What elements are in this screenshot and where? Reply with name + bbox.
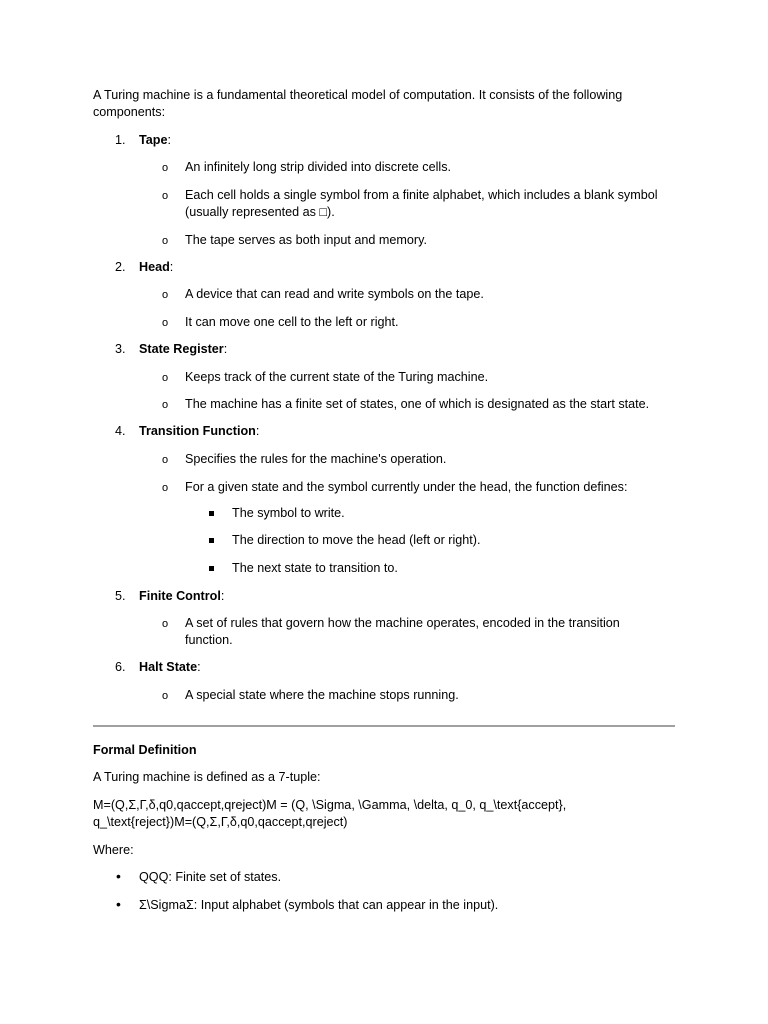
horizontal-rule [93, 725, 675, 727]
square-bullet [209, 538, 214, 543]
sub-item: Specifies the rules for the machine's operation. [185, 452, 447, 466]
tuple-line-2: q_\text{reject})M=(Q,Σ,Γ,δ,q0,qaccept,qreject) [93, 815, 348, 829]
list-title: State Register: [139, 342, 228, 356]
square-bullet [209, 566, 214, 571]
circle-bullet: o [162, 454, 169, 466]
sub-item: A special state where the machine stops running. [185, 688, 459, 702]
intro-line-1: A Turing machine is a fundamental theoretical model of computation. It consists of the following [93, 88, 623, 102]
sub-item: The tape serves as both input and memory. [185, 233, 427, 247]
sub-item: A set of rules that govern how the machine operates, encoded in the transition [185, 616, 620, 630]
list-title: Tape: [139, 133, 171, 147]
circle-bullet: o [162, 289, 169, 301]
section-heading: Formal Definition [93, 743, 197, 757]
sub-item: Each cell holds a single symbol from a finite alphabet, which includes a blank symbol [185, 188, 658, 202]
sub-item: An infinitely long strip divided into discrete cells. [185, 160, 451, 174]
sub-item-continued: (usually represented as □). [185, 205, 335, 219]
sub-sub-item: The next state to transition to. [232, 561, 398, 575]
bullet-dot: • [116, 868, 121, 884]
circle-bullet: o [162, 162, 169, 174]
sub-sub-item: The symbol to write. [232, 506, 345, 520]
sub-item: Keeps track of the current state of the Turing machine. [185, 370, 489, 384]
sub-sub-item: The direction to move the head (left or right). [232, 533, 481, 547]
sub-item: The machine has a finite set of states, one of which is designated as the start state. [185, 397, 650, 411]
bullet-item: QQQ: Finite set of states. [139, 870, 282, 884]
sub-item: It can move one cell to the left or right. [185, 315, 399, 329]
circle-bullet: o [162, 399, 169, 411]
square-bullet [209, 511, 214, 516]
sub-item: For a given state and the symbol currently under the head, the function defines: [185, 480, 628, 494]
list-title: Finite Control: [139, 589, 225, 603]
circle-bullet: o [162, 372, 169, 384]
circle-bullet: o [162, 482, 169, 494]
sub-item-continued: function. [185, 633, 233, 647]
circle-bullet: o [162, 690, 169, 702]
list-number: 5. [115, 589, 126, 603]
list-number: 4. [115, 424, 126, 438]
bullet-dot: • [116, 896, 121, 912]
sub-item: A device that can read and write symbols on the tape. [185, 287, 484, 301]
intro-line-2: components: [93, 105, 166, 119]
list-number: 1. [115, 133, 126, 147]
list-number: 2. [115, 260, 126, 274]
bullet-item: Σ\SigmaΣ: Input alphabet (symbols that can appear in the input). [139, 898, 499, 912]
list-number: 3. [115, 342, 126, 356]
circle-bullet: o [162, 317, 169, 329]
tuple-line-1: M=(Q,Σ,Γ,δ,q0,qaccept,qreject)M = (Q, \Sigma, \Gamma, \delta, q_0, q_\text{accept}, [93, 798, 567, 812]
list-title: Halt State: [139, 660, 201, 674]
list-number: 6. [115, 660, 126, 674]
circle-bullet: o [162, 235, 169, 247]
circle-bullet: o [162, 190, 169, 202]
definition-text: A Turing machine is defined as a 7-tuple: [93, 770, 321, 784]
list-title: Head: [139, 260, 174, 274]
where-label: Where: [93, 843, 134, 857]
circle-bullet: o [162, 618, 169, 630]
list-title: Transition Function: [139, 424, 260, 438]
